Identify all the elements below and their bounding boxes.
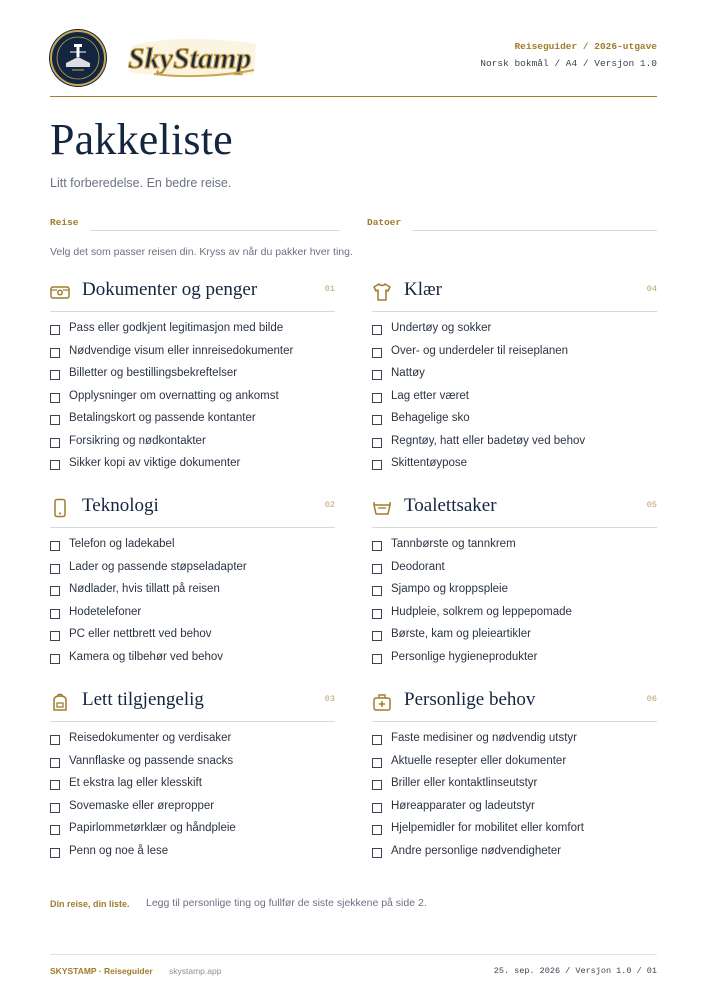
backpack-icon bbox=[50, 692, 70, 712]
header-divider bbox=[50, 96, 657, 97]
checkbox[interactable] bbox=[372, 735, 382, 745]
checklist-item[interactable]: Opplysninger om overnatting og ankomst bbox=[50, 386, 335, 409]
footer-brand: SKYSTAMP · Reiseguider bbox=[50, 966, 153, 976]
checklist-item[interactable]: Andre personlige nødvendigheter bbox=[372, 841, 657, 864]
checkbox[interactable] bbox=[50, 541, 60, 551]
checkbox[interactable] bbox=[372, 631, 382, 641]
checklist-item[interactable]: Børste, kam og pleieartikler bbox=[372, 624, 657, 647]
footnote-text: Legg til personlige ting og fullfør de siste sjekkene på side 2. bbox=[146, 897, 427, 909]
checklist-item[interactable]: Telefon og ladekabel bbox=[50, 534, 335, 557]
checklist-item[interactable]: Aktuelle resepter eller dokumenter bbox=[372, 751, 657, 774]
section-toiletries bbox=[372, 495, 657, 669]
checklist-item[interactable]: PC eller nettbrett ved behov bbox=[50, 624, 335, 647]
page-header bbox=[50, 28, 657, 97]
checklist-item[interactable]: Nattøy bbox=[372, 363, 657, 386]
checkbox[interactable] bbox=[50, 564, 60, 574]
checkbox[interactable] bbox=[50, 758, 60, 768]
section-number: 02 bbox=[324, 500, 335, 510]
checkbox[interactable] bbox=[372, 393, 382, 403]
checkbox[interactable] bbox=[372, 825, 382, 835]
checkbox[interactable] bbox=[372, 586, 382, 596]
checkbox[interactable] bbox=[50, 780, 60, 790]
checklist-item[interactable]: Sjampo og kroppspleie bbox=[372, 579, 657, 602]
section-header bbox=[50, 689, 335, 722]
section-clothes bbox=[372, 279, 657, 476]
checklist-item[interactable]: Deodorant bbox=[372, 557, 657, 580]
checklist-item[interactable]: Regntøy, hatt eller badetøy ved behov bbox=[372, 431, 657, 454]
checkbox[interactable] bbox=[372, 415, 382, 425]
checklist-item[interactable]: Tannbørste og tannkrem bbox=[372, 534, 657, 557]
section-number: 06 bbox=[646, 694, 657, 704]
dates-field[interactable] bbox=[412, 230, 657, 231]
section-title: Dokumenter og penger bbox=[82, 279, 258, 300]
checkbox[interactable] bbox=[50, 438, 60, 448]
checklist-item[interactable]: Sikker kopi av viktige dokumenter bbox=[50, 453, 335, 476]
section-title: Klær bbox=[404, 279, 442, 300]
section-number: 01 bbox=[324, 284, 335, 294]
section-documents bbox=[50, 279, 335, 476]
checkbox[interactable] bbox=[50, 654, 60, 664]
format-line: Norsk bokmål / A4 / Versjon 1.0 bbox=[480, 58, 657, 69]
dates-label: Datoer bbox=[367, 217, 402, 228]
checkbox[interactable] bbox=[50, 348, 60, 358]
checklist-item[interactable]: Hudpleie, solkrem og leppepomade bbox=[372, 602, 657, 625]
checklist-item[interactable]: Behagelige sko bbox=[372, 408, 657, 431]
footer-url[interactable]: skystamp.app bbox=[169, 966, 222, 976]
checkbox[interactable] bbox=[372, 438, 382, 448]
checkbox[interactable] bbox=[372, 460, 382, 470]
checkbox[interactable] bbox=[372, 348, 382, 358]
checkbox[interactable] bbox=[372, 609, 382, 619]
edition-line: Reiseguider / 2026-utgave bbox=[514, 41, 657, 52]
checklist-item[interactable]: Nødvendige visum eller innreisedokumenter bbox=[50, 341, 335, 364]
checkbox[interactable] bbox=[50, 848, 60, 858]
section-header bbox=[372, 495, 657, 528]
checkbox[interactable] bbox=[372, 848, 382, 858]
section-title: Toalettsaker bbox=[404, 495, 497, 516]
edition-info bbox=[480, 38, 657, 72]
checklist-item[interactable]: Lader og passende støpseladapter bbox=[50, 557, 335, 580]
checklist-item[interactable]: Sovemaske eller ørepropper bbox=[50, 796, 335, 819]
checkbox[interactable] bbox=[372, 780, 382, 790]
checklist-item[interactable]: Billetter og bestillingsbekreftelser bbox=[50, 363, 335, 386]
checkbox[interactable] bbox=[372, 758, 382, 768]
footnote-label: Din reise, din liste. bbox=[50, 899, 130, 909]
checkbox[interactable] bbox=[50, 631, 60, 641]
checkbox[interactable] bbox=[50, 370, 60, 380]
checkbox[interactable] bbox=[50, 393, 60, 403]
checklist-item[interactable]: Faste medisiner og nødvendig utstyr bbox=[372, 728, 657, 751]
checklist-item[interactable]: Hodetelefoner bbox=[50, 602, 335, 625]
checklist-item[interactable]: Briller eller kontaktlinseutstyr bbox=[372, 773, 657, 796]
section-header bbox=[50, 495, 335, 528]
checkbox[interactable] bbox=[372, 541, 382, 551]
washbag-icon bbox=[372, 498, 392, 518]
checklist-item[interactable]: Betalingskort og passende kontanter bbox=[50, 408, 335, 431]
checkbox[interactable] bbox=[50, 460, 60, 470]
checklist-item[interactable]: Personlige hygieneprodukter bbox=[372, 647, 657, 670]
checklist-item[interactable]: Høreapparater og ladeutstyr bbox=[372, 796, 657, 819]
checkbox[interactable] bbox=[50, 325, 60, 335]
checklist-item[interactable]: Vannflaske og passende snacks bbox=[50, 751, 335, 774]
page-title: Pakkeliste bbox=[50, 115, 233, 164]
checklist-item[interactable]: Forsikring og nødkontakter bbox=[50, 431, 335, 454]
checklist-item[interactable]: Et ekstra lag eller klesskift bbox=[50, 773, 335, 796]
checkbox[interactable] bbox=[50, 415, 60, 425]
section-technology bbox=[50, 495, 335, 669]
trip-field[interactable] bbox=[90, 230, 340, 231]
section-header bbox=[372, 689, 657, 722]
trip-label: Reise bbox=[50, 217, 79, 228]
footer-date-version: 25. sep. 2026 / Versjon 1.0 / 01 bbox=[493, 966, 657, 976]
checkbox[interactable] bbox=[50, 803, 60, 813]
phone-icon bbox=[50, 498, 70, 518]
checkbox[interactable] bbox=[50, 586, 60, 596]
checklist-item[interactable]: Lag etter været bbox=[372, 386, 657, 409]
footer-divider bbox=[50, 954, 657, 955]
section-header bbox=[372, 279, 657, 312]
checklist-item[interactable]: Reisedokumenter og verdisaker bbox=[50, 728, 335, 751]
checklist-item[interactable]: Papirlommetørklær og håndpleie bbox=[50, 818, 335, 841]
section-number: 05 bbox=[646, 500, 657, 510]
wallet-icon bbox=[50, 282, 70, 302]
checklist-item[interactable]: Nødlader, hvis tillatt på reisen bbox=[50, 579, 335, 602]
checkbox[interactable] bbox=[50, 735, 60, 745]
checklist-item[interactable]: Penn og noe å lese bbox=[50, 841, 335, 864]
shirt-icon bbox=[372, 282, 392, 302]
checklist-item[interactable]: Hjelpemidler for mobilitet eller komfort bbox=[372, 818, 657, 841]
section-title: Lett tilgjengelig bbox=[82, 689, 204, 710]
checkbox[interactable] bbox=[372, 564, 382, 574]
medical-bag-icon bbox=[372, 692, 392, 712]
page-subtitle: Litt forberedelse. En bedre reise. bbox=[50, 176, 232, 190]
section-number: 04 bbox=[646, 284, 657, 294]
checkbox[interactable] bbox=[50, 609, 60, 619]
instruction-text: Velg det som passer reisen din. Kryss av når du pakker hver ting. bbox=[50, 246, 353, 258]
svg-text:SkyStamp: SkyStamp bbox=[128, 42, 252, 75]
checkbox[interactable] bbox=[372, 325, 382, 335]
checklist-item[interactable]: Over- og underdeler til reiseplanen bbox=[372, 341, 657, 364]
section-number: 03 bbox=[324, 694, 335, 704]
checklist-item[interactable]: Skittentøypose bbox=[372, 453, 657, 476]
section-personal-needs bbox=[372, 689, 657, 863]
section-title: Personlige behov bbox=[404, 689, 536, 710]
checkbox[interactable] bbox=[372, 803, 382, 813]
section-carry-on bbox=[50, 689, 335, 863]
checklist-item[interactable]: Pass eller godkjent legitimasjon med bilde bbox=[50, 318, 335, 341]
checklist-item[interactable]: Kamera og tilbehør ved behov bbox=[50, 647, 335, 670]
checkbox[interactable] bbox=[372, 370, 382, 380]
section-header bbox=[50, 279, 335, 312]
skystamp-logo bbox=[124, 34, 264, 82]
checkbox[interactable] bbox=[372, 654, 382, 664]
checkbox[interactable] bbox=[50, 825, 60, 835]
checklist-item[interactable]: Undertøy og sokker bbox=[372, 318, 657, 341]
airport-emblem-logo bbox=[50, 30, 106, 86]
section-title: Teknologi bbox=[82, 495, 159, 516]
